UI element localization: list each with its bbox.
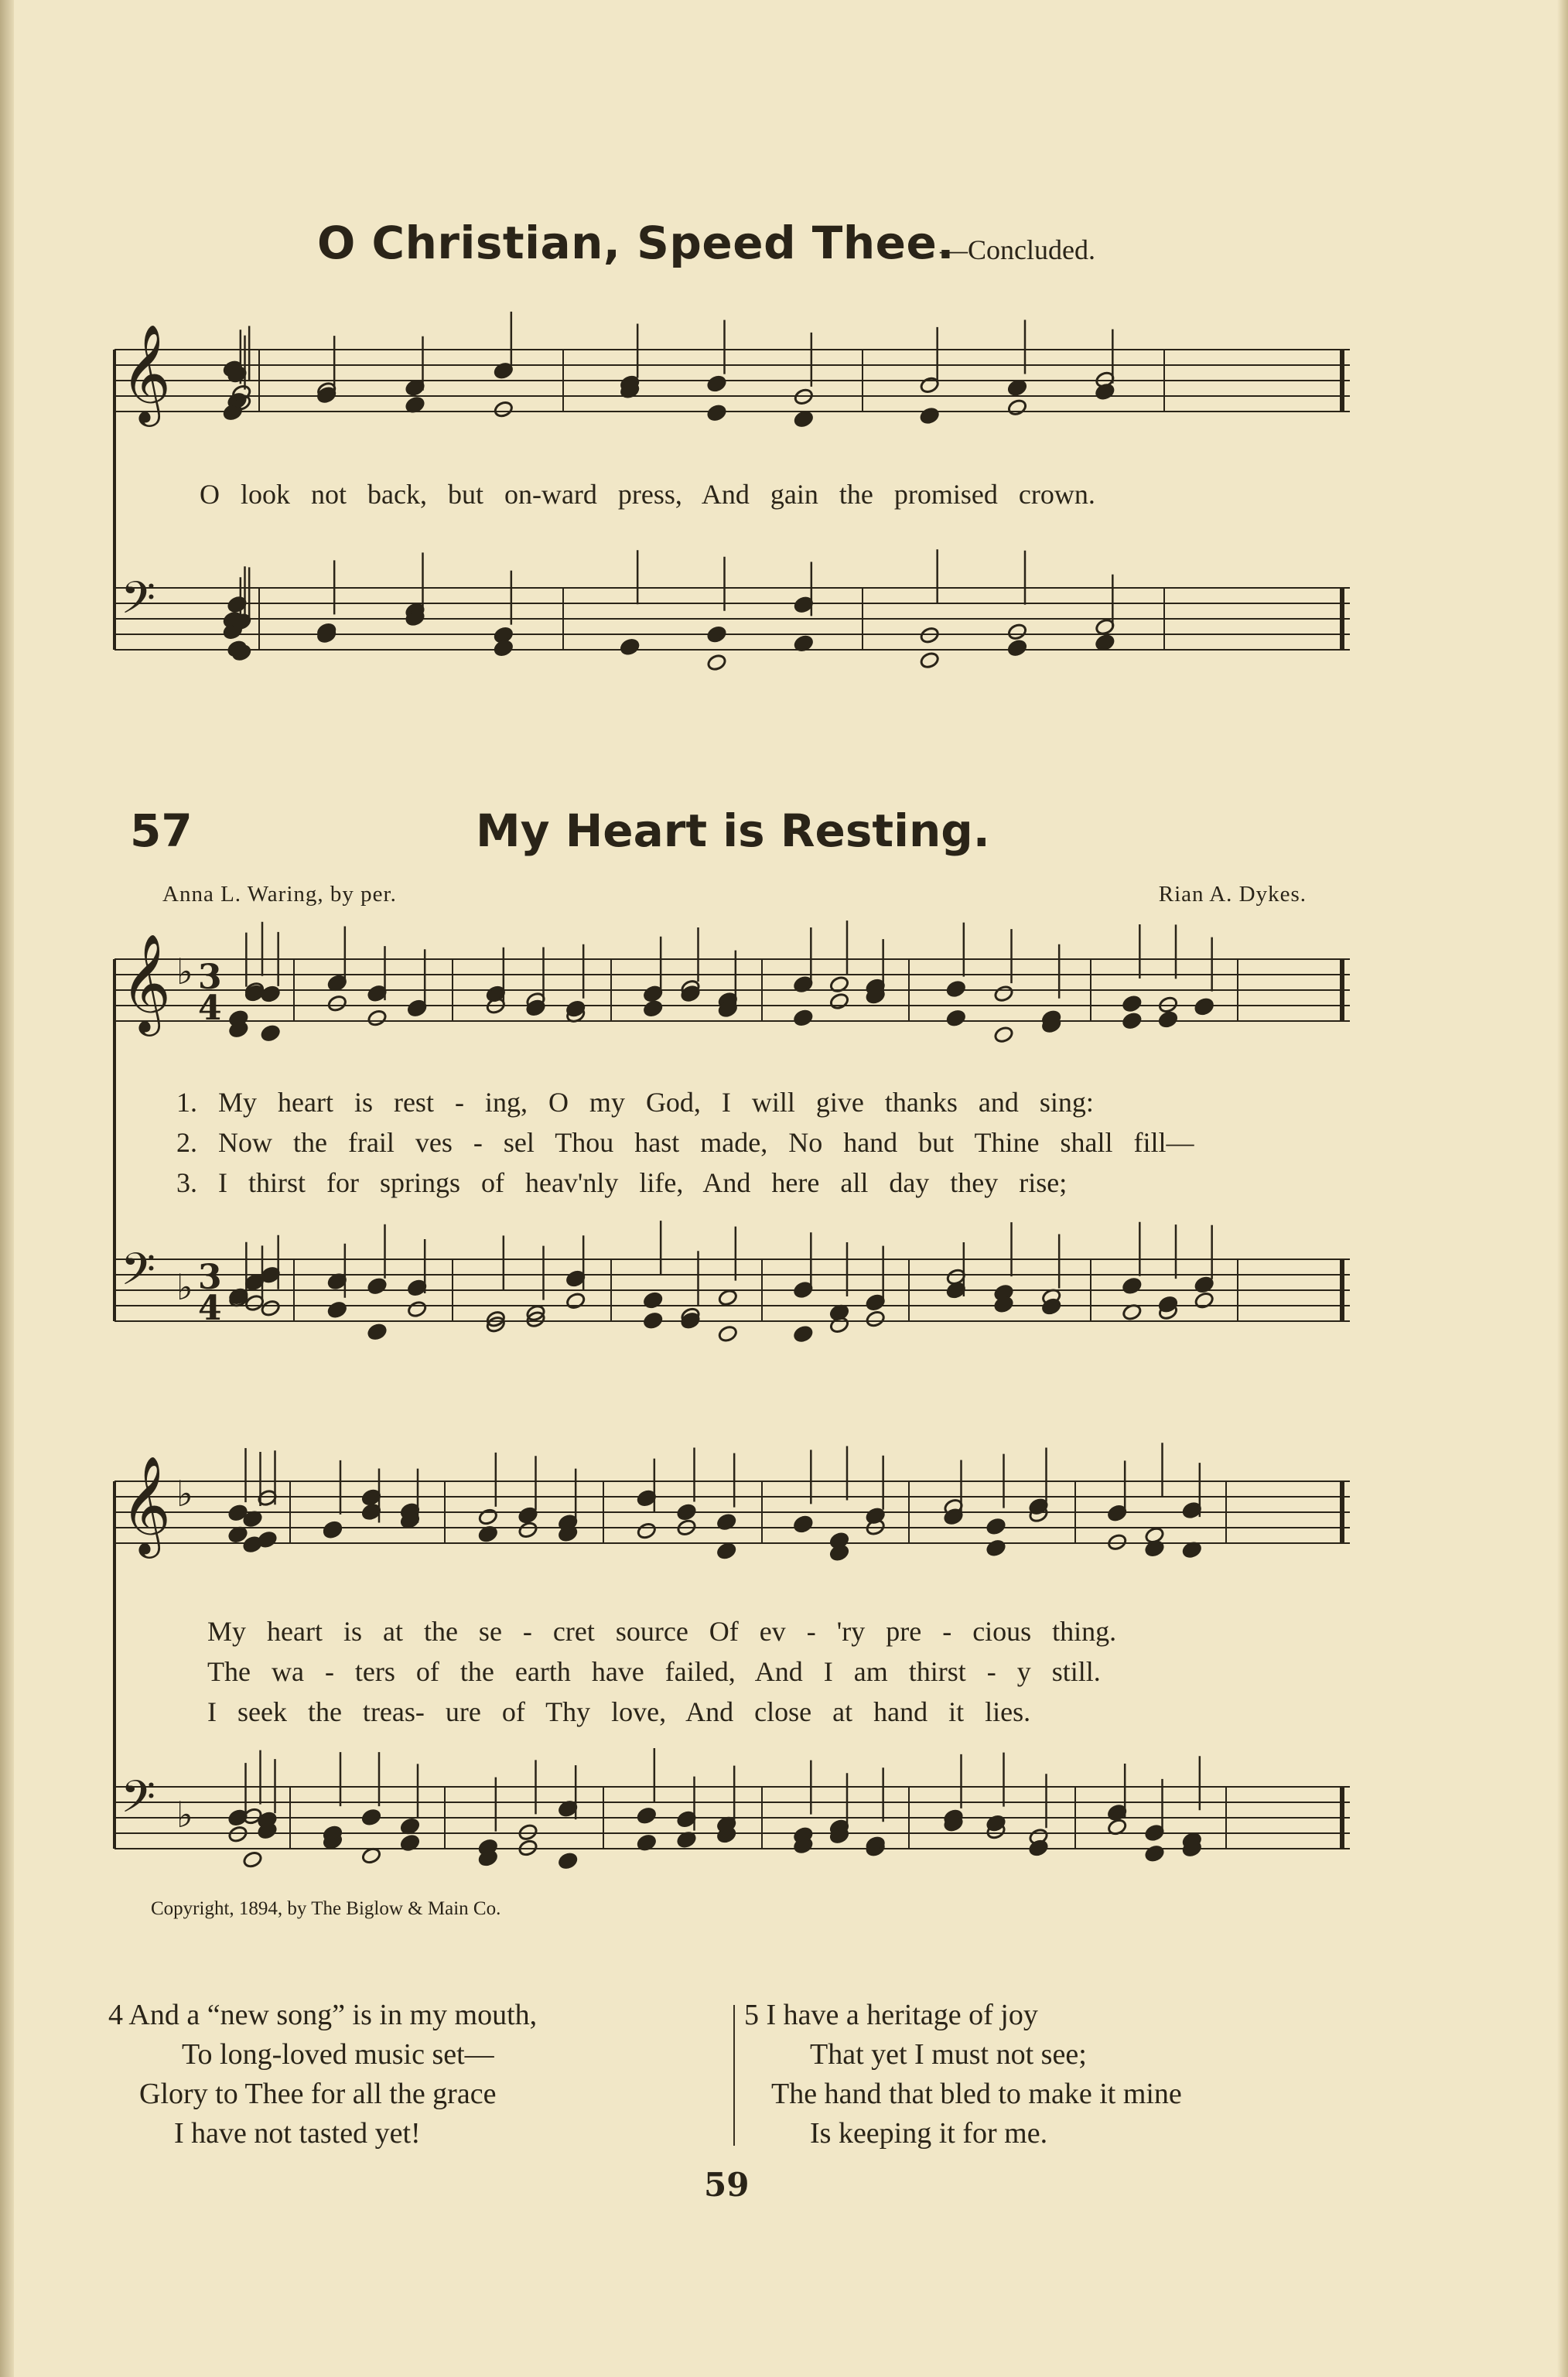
verse-3-line-1: 3. I thirst for springs of heav'nly life, And here all day they rise; xyxy=(176,1167,1068,1198)
note-head xyxy=(986,1517,1006,1535)
note-head xyxy=(1122,995,1143,1013)
stanza-4-number: 4 xyxy=(108,1999,123,2031)
note-head xyxy=(1122,1277,1143,1296)
stanza-5-line-2: That yet I must not see; xyxy=(810,2038,1087,2071)
page-number: 59 xyxy=(704,2166,750,2204)
treble-clef-icon: 𝄞 xyxy=(121,933,172,1032)
note-head xyxy=(643,1291,664,1310)
note-head xyxy=(1122,1012,1143,1030)
note-head xyxy=(676,1503,697,1521)
bass-clef-icon: 𝄢 xyxy=(121,572,156,635)
note-head xyxy=(326,1300,347,1319)
note-head xyxy=(643,1311,664,1330)
note-head xyxy=(1107,1533,1128,1552)
stanza-4-line-1: And a “new song” is in my mouth, xyxy=(128,1999,538,2031)
stanza-5 xyxy=(744,1996,1182,2153)
note-head xyxy=(636,1806,657,1825)
bass-clef-icon: 𝄢 xyxy=(121,1243,156,1306)
note-head xyxy=(829,992,850,1011)
stanza-5-number: 5 xyxy=(744,1999,759,2031)
note-head xyxy=(706,374,727,393)
note-head xyxy=(945,980,966,999)
prev-hymn-lyric: O look not back, but on-ward press, And gain the promised crown. xyxy=(200,479,1095,510)
note-head xyxy=(986,1539,1006,1557)
note-head xyxy=(706,404,727,422)
flat-icon: ♭ xyxy=(176,1266,193,1308)
note-head xyxy=(367,1277,388,1296)
note-head xyxy=(717,1324,738,1343)
stanza-divider xyxy=(733,2005,735,2146)
flat-icon: ♭ xyxy=(176,1473,193,1515)
note-head xyxy=(793,410,814,429)
note-head xyxy=(793,1009,814,1027)
note-head xyxy=(518,1823,538,1842)
verse-3-line-2: I seek the treas- ure of Thy love, And close at hand it lies. xyxy=(207,1696,1031,1727)
note-head xyxy=(716,1542,737,1560)
hymn-title: My Heart is Resting. xyxy=(476,804,990,857)
stanza-5-line-4: Is keeping it for me. xyxy=(810,2117,1048,2150)
verse-2-line-1: 2. Now the frail ves - sel Thou hast made, No hand but Thine shall fill— xyxy=(176,1127,1194,1158)
stanza-4 xyxy=(108,1996,537,2153)
note-head xyxy=(493,639,514,657)
note-head xyxy=(326,994,347,1013)
treble-clef-icon: 𝄞 xyxy=(121,1455,172,1554)
note-head xyxy=(919,651,940,670)
time-signature-top: 3 xyxy=(198,958,222,997)
hymn-composer: Rian A. Dykes. xyxy=(1158,882,1307,907)
note-head xyxy=(242,1850,263,1869)
note-head xyxy=(260,1024,281,1043)
note-head xyxy=(518,1521,538,1539)
note-head xyxy=(1158,1010,1179,1029)
stanza-4-line-4: I have not tasted yet! xyxy=(174,2117,421,2150)
bass-clef-icon: 𝄢 xyxy=(121,1771,156,1834)
stanza-5-line-3: The hand that bled to make it mine xyxy=(771,2078,1182,2110)
note-head xyxy=(477,1508,498,1526)
hymn-number: 57 xyxy=(130,804,193,857)
note-head xyxy=(993,1026,1014,1044)
note-head xyxy=(919,407,940,425)
copyright-notice: Copyright, 1894, by The Biglow & Main Co. xyxy=(151,1898,501,1919)
note-head xyxy=(717,1289,738,1307)
time-signature-top: 3 xyxy=(198,1258,222,1297)
note-head xyxy=(793,1325,814,1344)
note-head xyxy=(565,1292,586,1310)
note-head xyxy=(367,1009,388,1027)
note-head xyxy=(945,1009,966,1027)
stanza-4-line-3: Glory to Thee for all the grace xyxy=(139,2078,497,2110)
note-head xyxy=(558,1852,579,1870)
treble-clef-icon: 𝄞 xyxy=(121,323,172,422)
note-head xyxy=(993,985,1014,1003)
note-head xyxy=(407,1300,428,1319)
note-head xyxy=(865,1310,886,1328)
prev-hymn-title: O Christian, Speed Thee. xyxy=(317,217,955,269)
note-head xyxy=(493,400,514,418)
verse-1-line-2: My heart is at the se - cret source Of ev - 'ry pre - cious thing. xyxy=(207,1616,1117,1647)
note-head xyxy=(1007,639,1028,657)
note-head xyxy=(1158,996,1179,1014)
note-head xyxy=(620,637,641,656)
time-signature-bottom: 4 xyxy=(198,1289,222,1328)
stanza-4-line-2: To long-loved music set— xyxy=(182,2038,494,2071)
note-head xyxy=(706,625,727,644)
prev-hymn-title-suffix: —Concluded. xyxy=(940,234,1095,265)
note-head xyxy=(1194,1291,1214,1310)
note-head xyxy=(1007,623,1028,641)
note-head xyxy=(361,1808,382,1826)
time-signature-bottom: 4 xyxy=(198,989,222,1028)
note-head xyxy=(1007,398,1028,417)
note-head xyxy=(227,1825,248,1843)
stanza-5-line-1: I have a heritage of joy xyxy=(766,1999,1038,2031)
note-head xyxy=(636,1521,657,1540)
hymn-author: Anna L. Waring, by per. xyxy=(162,882,397,907)
flat-icon: ♭ xyxy=(176,1794,193,1836)
verse-1-line-1: 1. My heart is rest - ing, O my God, I will give thanks and sing: xyxy=(176,1087,1094,1118)
flat-icon: ♭ xyxy=(176,951,193,992)
note-head xyxy=(1144,1539,1165,1558)
verse-2-line-2: The wa - ters of the earth have failed, And I am thirst - y still. xyxy=(207,1656,1101,1687)
note-head xyxy=(643,999,664,1018)
note-head xyxy=(367,1323,388,1341)
note-head xyxy=(706,654,727,672)
note-head xyxy=(1144,1844,1165,1863)
note-head xyxy=(919,626,940,644)
